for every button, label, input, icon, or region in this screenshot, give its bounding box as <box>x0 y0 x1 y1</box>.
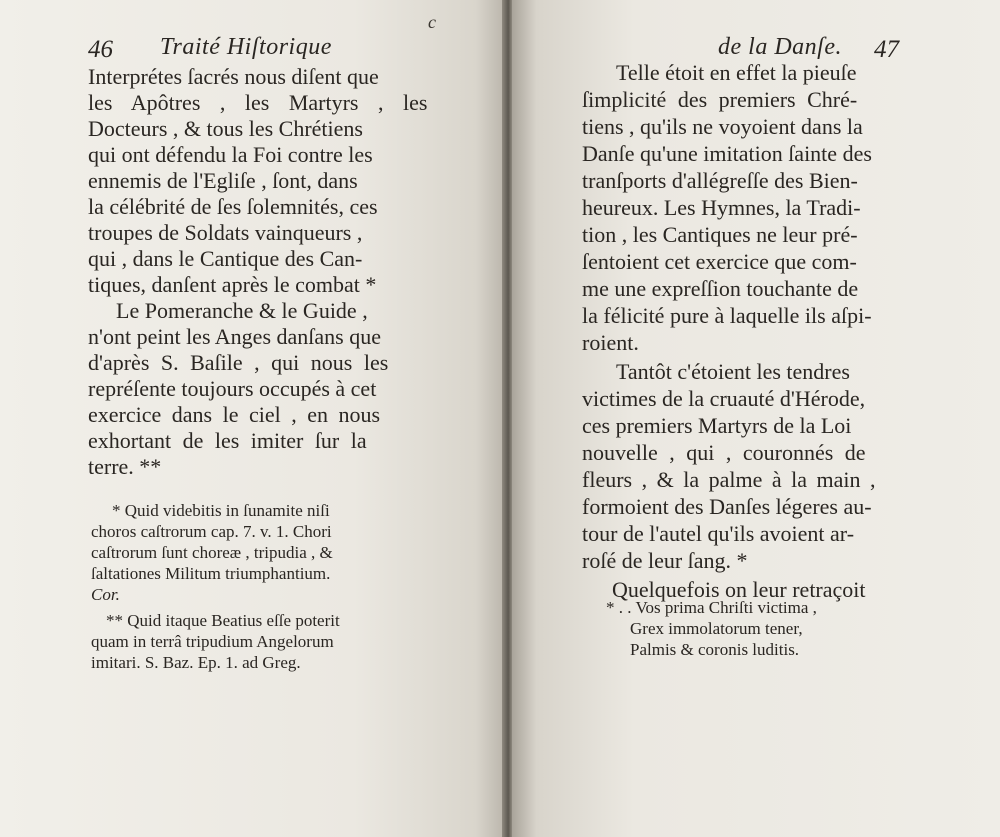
body-line: Danſe qu'une imitation ſainte des <box>582 141 872 166</box>
body-line: ſimplicité des premiers Chré- <box>582 87 858 112</box>
footnote-line: ſaltationes Militum triumphantium. <box>91 564 331 583</box>
body-line: Telle étoit en effet la pieuſe <box>616 60 857 85</box>
body-line: exercice dans le ciel , en nous <box>88 402 381 427</box>
body-line: tour de l'autel qu'ils avoient ar- <box>582 521 855 546</box>
body-line: Interprétes ſacrés nous diſent que <box>88 64 379 89</box>
footnote-line: * . . Vos prima Chriſti victima , <box>606 598 817 617</box>
stray-ink-mark: c <box>428 12 436 32</box>
body-line: me une expreſſion touchante de <box>582 276 859 301</box>
body-line: terre. ** <box>88 454 162 479</box>
body-line: d'après S. Baſile , qui nous les <box>88 350 389 375</box>
running-head-left: Traité Hiſtorique <box>160 34 332 60</box>
body-line: ces premiers Martyrs de la Loi <box>582 413 852 438</box>
body-line: Le Pomeranche & le Guide , <box>116 298 368 323</box>
footnote-line: imitari. S. Baz. Ep. 1. ad Greg. <box>91 653 301 672</box>
body-line: ſentoient cet exercice que com- <box>582 249 857 274</box>
footnote-line: ** Quid itaque Beatius eſſe poterit <box>106 611 340 630</box>
body-line: Docteurs , & tous les Chrétiens <box>88 116 363 141</box>
footnote-line: choros caſtrorum cap. 7. v. 1. Chori <box>91 522 332 541</box>
body-line: troupes de Soldats vainqueurs , <box>88 220 363 245</box>
body-line: formoient des Danſes légeres au- <box>582 494 872 519</box>
page-number-right: 47 <box>874 36 899 63</box>
body-line: tiques, danſent après le combat * <box>88 272 377 297</box>
footnote-line: Cor. <box>91 585 120 604</box>
body-line: tiens , qu'ils ne voyoient dans la <box>582 114 863 139</box>
body-line: ennemis de l'Egliſe , ſont, dans <box>88 168 358 193</box>
body-line: Quelquefois on leur retraçoit <box>612 577 866 602</box>
page-number-left: 46 <box>88 36 113 63</box>
body-line: tranſports d'allégreſſe des Bien- <box>582 168 858 193</box>
body-line: repréſente toujours occupés à cet <box>88 376 377 401</box>
body-line: la félicité pure à laquelle ils aſpi- <box>582 303 872 328</box>
body-line: qui ont défendu la Foi contre les <box>88 142 373 167</box>
body-line: la célébrité de ſes ſolemnités, ces <box>88 194 378 219</box>
body-line: roient. <box>582 330 639 355</box>
body-line: exhortant de les imiter ſur la <box>88 428 367 453</box>
body-line: Tantôt c'étoient les tendres <box>616 359 850 384</box>
footnote-line: Grex immolatorum tener, <box>630 619 803 638</box>
running-head-right: de la Danſe. <box>718 34 842 60</box>
footnote-line: * Quid videbitis in ſunamite niſi <box>112 501 330 520</box>
body-line: nouvelle , qui , couronnés de <box>582 440 866 465</box>
body-line: roſé de leur ſang. * <box>582 548 748 573</box>
body-line: heureux. Les Hymnes, la Tradi- <box>582 195 861 220</box>
footnote-line: caſtrorum ſunt choreæ , tripudia , & <box>91 543 333 562</box>
body-line: n'ont peint les Anges danſans que <box>88 324 381 349</box>
body-line: qui , dans le Cantique des Can- <box>88 246 363 271</box>
body-line: victimes de la cruauté d'Hérode, <box>582 386 866 411</box>
body-line: tion , les Cantiques ne leur pré- <box>582 222 858 247</box>
right-page <box>428 0 1000 837</box>
body-line: fleurs , & la palme à la main , <box>582 467 876 492</box>
body-line: les Apôtres , les Martyrs , les <box>88 90 428 115</box>
footnote-line: quam in terrâ tripudium Angelorum <box>91 632 334 651</box>
footnote-line: Palmis & coronis luditis. <box>630 640 800 659</box>
